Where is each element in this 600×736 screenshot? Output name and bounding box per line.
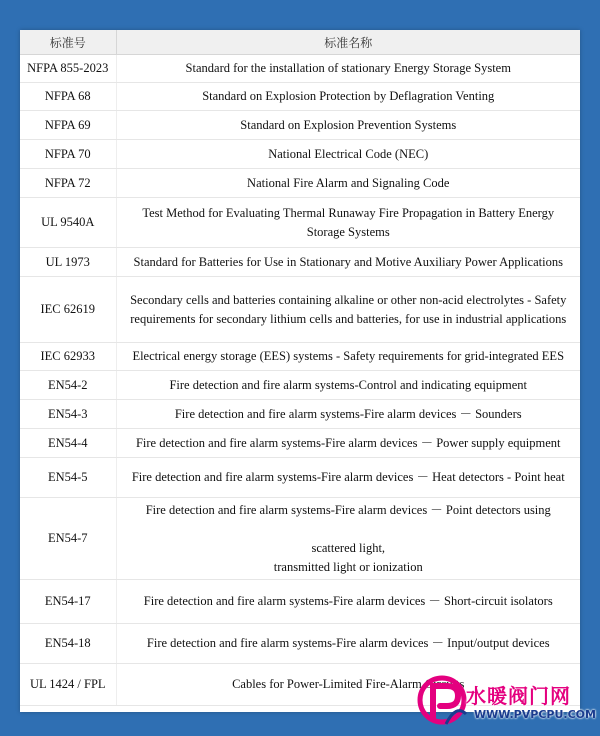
header-standard-code: 标准号 (20, 30, 116, 55)
standard-name: Standard on Explosion Protection by Deflagration Venting (116, 83, 580, 111)
standard-name: Electrical energy storage (EES) systems - Safety requirements for grid-integrated EES (116, 343, 580, 371)
standard-code: EN54-18 (20, 624, 116, 664)
table-row (20, 83, 580, 111)
standard-name: Fire detection and fire alarm systems-Fire alarm devices － Short-circuit isolators (116, 580, 580, 624)
standard-code: NFPA 70 (20, 140, 116, 169)
standard-name: Secondary cells and batteries containing alkaline or other non-acid electrolytes - Safety requirements for secondary lithium cells and batteries, for use in industrial applications (116, 277, 580, 343)
table-row (20, 400, 580, 429)
table-row (20, 248, 580, 277)
table-row (20, 624, 580, 664)
standards-table-sheet (20, 30, 580, 712)
standard-name: Fire detection and fire alarm systems-Fire alarm devices － Heat detectors - Point heat (116, 458, 580, 498)
standard-code: UL 9540A (20, 198, 116, 248)
standard-code: EN54-7 (20, 498, 116, 580)
standard-name: Fire detection and fire alarm systems-Fire alarm devices － Power supply equipment (116, 429, 580, 458)
table-row (20, 371, 580, 400)
table-header-row (20, 30, 580, 55)
table-row (20, 498, 580, 580)
standard-name: Fire detection and fire alarm systems-Fire alarm devices － Point detectors using scattered light, transmitted light or ionization (116, 498, 580, 580)
standard-code: IEC 62619 (20, 277, 116, 343)
table-row (20, 343, 580, 371)
header-standard-name: 标准名称 (116, 30, 580, 55)
table-row (20, 55, 580, 83)
standard-code: UL 1424 / FPL (20, 664, 116, 706)
standard-code: IEC 62933 (20, 343, 116, 371)
standard-code: NFPA 69 (20, 111, 116, 140)
table-row (20, 664, 580, 706)
standard-name: Standard for the installation of stationary Energy Storage System (116, 55, 580, 83)
table-row (20, 140, 580, 169)
standard-name: Fire detection and fire alarm systems-Fire alarm devices － Input/output devices (116, 624, 580, 664)
standard-code: NFPA 855-2023 (20, 55, 116, 83)
table-row (20, 277, 580, 343)
standard-code: EN54-3 (20, 400, 116, 429)
standard-code: NFPA 68 (20, 83, 116, 111)
standard-name: Fire detection and fire alarm systems-Control and indicating equipment (116, 371, 580, 400)
table-row (20, 429, 580, 458)
standard-name: Standard on Explosion Prevention Systems (116, 111, 580, 140)
standard-code: NFPA 72 (20, 169, 116, 198)
standard-name: Cables for Power-Limited Fire-Alarm Circuits (116, 664, 580, 706)
standards-table (20, 30, 580, 706)
standard-code: UL 1973 (20, 248, 116, 277)
table-row (20, 169, 580, 198)
standard-code: EN54-17 (20, 580, 116, 624)
table-row (20, 111, 580, 140)
standard-name: National Fire Alarm and Signaling Code (116, 169, 580, 198)
watermark-text: 水暖阀门网 (466, 684, 571, 708)
table-row (20, 458, 580, 498)
table-row (20, 580, 580, 624)
table-row (20, 198, 580, 248)
standard-name: National Electrical Code (NEC) (116, 140, 580, 169)
standard-code: EN54-5 (20, 458, 116, 498)
standard-name: Test Method for Evaluating Thermal Runaway Fire Propagation in Battery Energy Storage Systems (116, 198, 580, 248)
standard-code: EN54-2 (20, 371, 116, 400)
watermark-url: WWW.PVPCPU.COM (474, 708, 596, 721)
standard-code: EN54-4 (20, 429, 116, 458)
standard-name: Standard for Batteries for Use in Stationary and Motive Auxiliary Power Applications (116, 248, 580, 277)
standard-name: Fire detection and fire alarm systems-Fire alarm devices － Sounders (116, 400, 580, 429)
